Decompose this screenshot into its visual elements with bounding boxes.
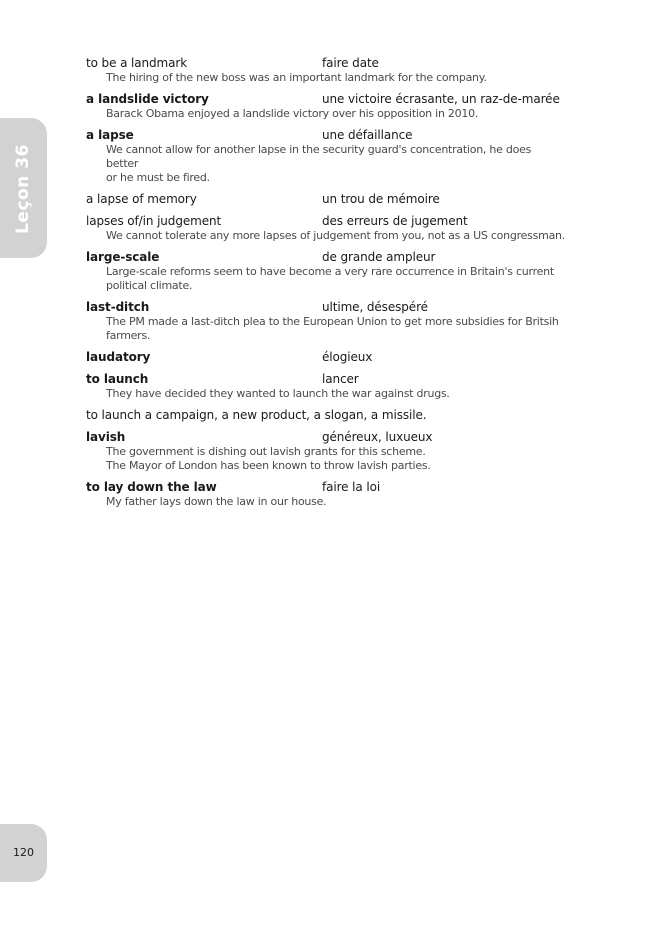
vocabulary-entry xyxy=(86,350,566,365)
vocabulary-entry xyxy=(86,92,566,121)
entry-header xyxy=(86,372,566,387)
vocabulary-list xyxy=(86,56,566,516)
entry-header xyxy=(86,350,566,365)
vocabulary-entry xyxy=(86,250,566,293)
english-term: laudatory xyxy=(86,350,151,364)
french-translation: des erreurs de jugement xyxy=(322,214,468,228)
entry-header xyxy=(86,408,566,423)
example-sentence: farmers. xyxy=(106,329,151,342)
example-sentence: political climate. xyxy=(106,279,193,292)
english-term: large-scale xyxy=(86,250,160,264)
french-translation: une victoire écrasante, un raz-de-marée xyxy=(322,92,560,106)
french-translation: une défaillance xyxy=(322,128,413,142)
example-sentence: We cannot tolerate any more lapses of judgement from you, not as a US congressman. xyxy=(106,229,566,242)
entry-header xyxy=(86,480,566,495)
english-term: to be a landmark xyxy=(86,56,188,70)
english-term: to launch a campaign, a new product, a slogan, a missile. xyxy=(86,408,427,422)
vocabulary-entry xyxy=(86,128,566,185)
vocabulary-entry xyxy=(86,372,566,401)
french-translation: faire date xyxy=(322,56,379,70)
example-sentence: The Mayor of London has been known to throw lavish parties. xyxy=(106,459,431,472)
example-sentence: Large-scale reforms seem to have become a very rare occurrence in Britain's current xyxy=(106,265,554,278)
vocabulary-entry xyxy=(86,430,566,473)
vocabulary-entry xyxy=(86,408,566,423)
entry-header xyxy=(86,300,566,315)
vocabulary-entry xyxy=(86,214,566,243)
english-term: a lapse of memory xyxy=(86,192,197,206)
vocabulary-entry xyxy=(86,192,566,207)
english-term: last-ditch xyxy=(86,300,150,314)
example-sentence: The government is dishing out lavish grants for this scheme. xyxy=(106,445,426,458)
french-translation: généreux, luxueux xyxy=(322,430,433,444)
example-sentence: The hiring of the new boss was an important landmark for the company. xyxy=(106,71,487,84)
page-number: 120 xyxy=(13,846,34,859)
english-term: lapses of/in judgement xyxy=(86,214,222,228)
vocabulary-entry xyxy=(86,480,566,509)
english-term: lavish xyxy=(86,430,126,444)
lesson-tab-label: Leçon 36 xyxy=(13,144,33,234)
french-translation: faire la loi xyxy=(322,480,381,494)
english-term: to launch xyxy=(86,372,149,386)
vocabulary-entry xyxy=(86,300,566,343)
example-sentence: We cannot allow for another lapse in the security guard's concentration, he does better xyxy=(106,143,532,170)
example-sentence: My father lays down the law in our house. xyxy=(106,495,327,508)
french-translation: élogieux xyxy=(322,350,373,364)
french-translation: un trou de mémoire xyxy=(322,192,440,206)
example-sentence: or he must be fired. xyxy=(106,171,210,184)
example-sentence: They have decided they wanted to launch the war against drugs. xyxy=(106,387,450,400)
entry-header xyxy=(86,92,566,107)
example-sentence: Barack Obama enjoyed a landslide victory over his opposition in 2010. xyxy=(106,107,479,120)
entry-header xyxy=(86,192,566,207)
french-translation: ultime, désespéré xyxy=(322,300,428,314)
example-sentence: The PM made a last-ditch plea to the European Union to get more subsidies for Britsih xyxy=(106,315,559,328)
vocabulary-entry xyxy=(86,56,566,85)
english-term: a landslide victory xyxy=(86,92,209,106)
entry-header xyxy=(86,250,566,265)
entry-header xyxy=(86,214,566,229)
french-translation: de grande ampleur xyxy=(322,250,436,264)
entry-header xyxy=(86,56,566,71)
entry-header xyxy=(86,128,566,143)
english-term: to lay down the law xyxy=(86,480,217,494)
english-term: a lapse xyxy=(86,128,134,142)
entry-header xyxy=(86,430,566,445)
french-translation: lancer xyxy=(322,372,359,386)
